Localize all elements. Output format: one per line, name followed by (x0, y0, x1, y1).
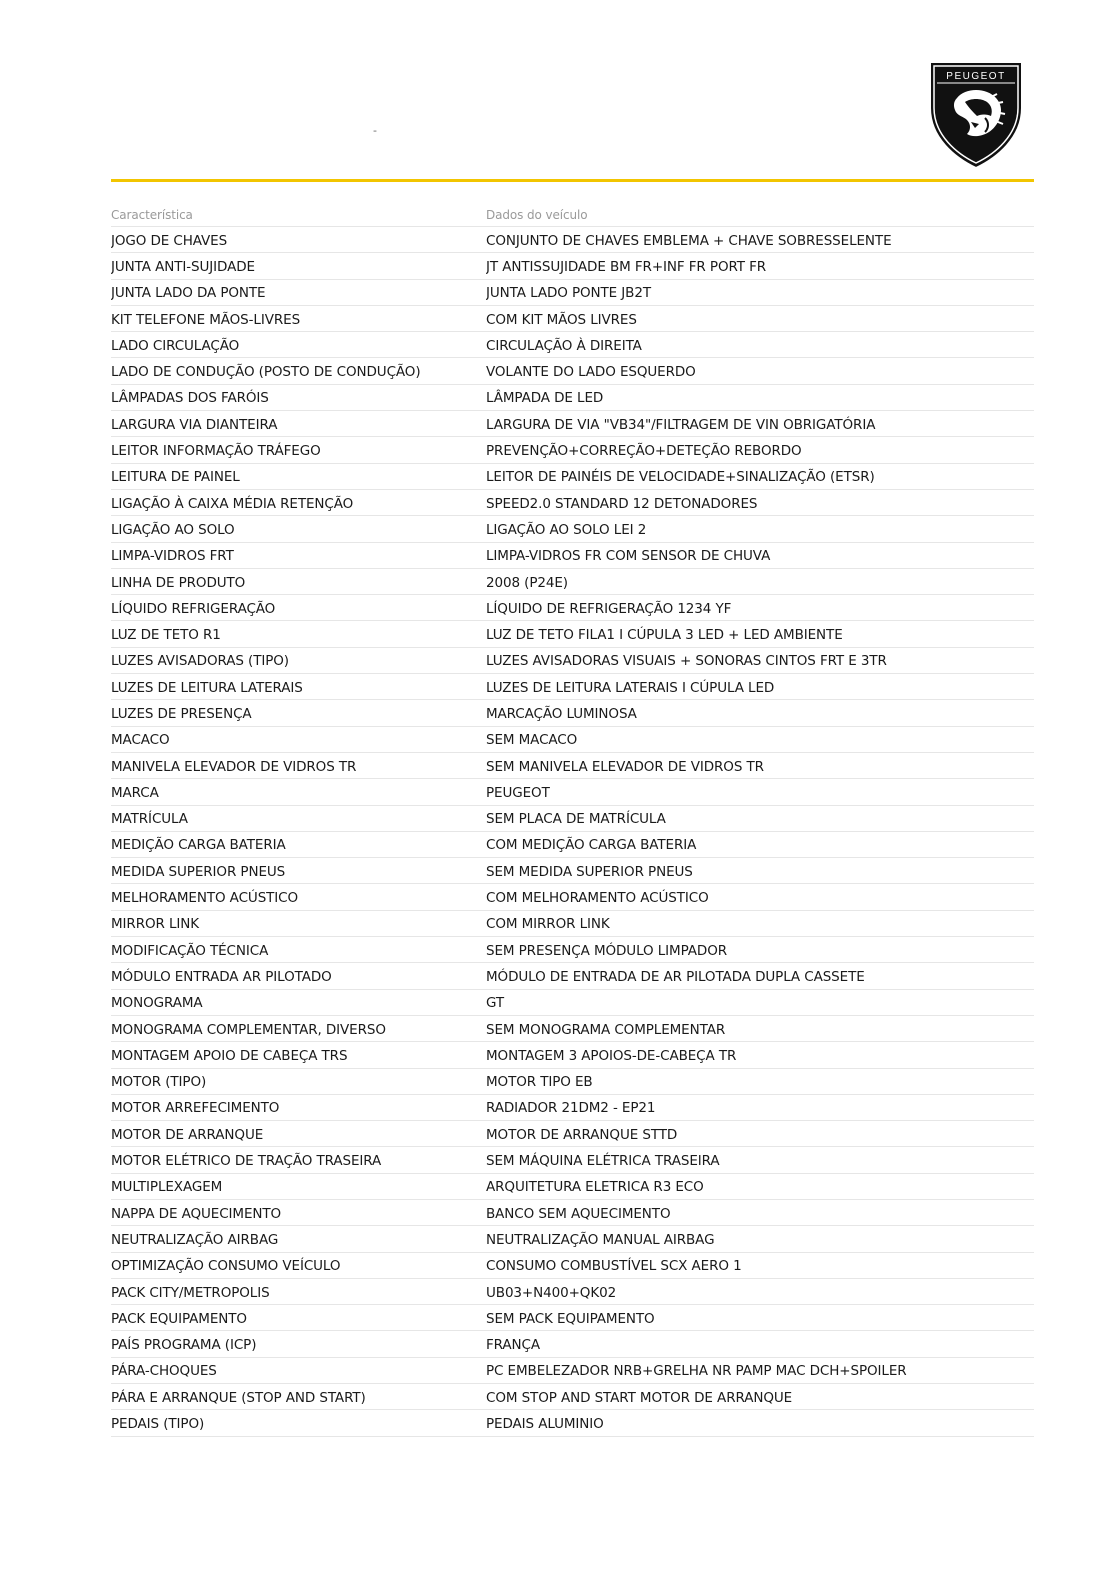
vehicle-data-cell: SEM MANIVELA ELEVADOR DE VIDROS TR (486, 758, 764, 775)
characteristic-cell: MOTOR ELÉTRICO DE TRAÇÃO TRASEIRA (111, 1153, 382, 1170)
vehicle-data-cell: COM STOP AND START MOTOR DE ARRANQUE (486, 1389, 793, 1406)
table-row (111, 227, 1034, 253)
vehicle-data-cell: COM MIRROR LINK (486, 916, 610, 933)
table-row (111, 543, 1034, 569)
vehicle-data-cell: MONTAGEM 3 APOIOS-DE-CABEÇA TR (486, 1047, 737, 1064)
characteristic-cell: NEUTRALIZAÇÃO AIRBAG (111, 1231, 279, 1248)
vehicle-data-cell: MÓDULO DE ENTRADA DE AR PILOTADA DUPLA CASSETE (486, 968, 865, 985)
table-row (111, 621, 1034, 647)
vehicle-data-cell: LUZES AVISADORAS VISUAIS + SONORAS CINTOS FRT E 3TR (486, 653, 887, 670)
characteristic-cell: LIGAÇÃO À CAIXA MÉDIA RETENÇÃO (111, 495, 354, 512)
characteristic-cell: LUZES DE LEITURA LATERAIS (111, 679, 303, 696)
table-row (111, 1095, 1034, 1121)
table-row (111, 884, 1034, 910)
characteristic-cell: JUNTA LADO DA PONTE (111, 285, 266, 302)
accent-divider (111, 179, 1034, 182)
table-body (111, 227, 1034, 1437)
vehicle-data-cell: LUZES DE LEITURA LATERAIS I CÚPULA LED (486, 679, 775, 696)
vehicle-data-cell: SEM MÁQUINA ELÉTRICA TRASEIRA (486, 1153, 720, 1170)
table-row (111, 332, 1034, 358)
table-row (111, 832, 1034, 858)
vehicle-data-cell: JT ANTISSUJIDADE BM FR+INF FR PORT FR (486, 258, 767, 275)
vehicle-data-cell: SEM MONOGRAMA COMPLEMENTAR (486, 1021, 726, 1038)
characteristic-cell: MANIVELA ELEVADOR DE VIDROS TR (111, 758, 357, 775)
characteristic-cell: PACK CITY/METROPOLIS (111, 1284, 270, 1301)
table-row (111, 990, 1034, 1016)
characteristic-cell: LUZES AVISADORAS (TIPO) (111, 653, 289, 670)
characteristic-cell: KIT TELEFONE MÃOS-LIVRES (111, 311, 301, 328)
characteristic-cell: MOTOR (TIPO) (111, 1074, 207, 1091)
logo-wordmark: PEUGEOT (946, 71, 1006, 82)
table-row (111, 595, 1034, 621)
vehicle-data-cell: LIMPA-VIDROS FR COM SENSOR DE CHUVA (486, 548, 771, 565)
characteristic-cell: LIMPA-VIDROS FRT (111, 548, 234, 565)
table-row (111, 1279, 1034, 1305)
table-row (111, 464, 1034, 490)
characteristic-cell: MÓDULO ENTRADA AR PILOTADO (111, 968, 332, 985)
table-row (111, 490, 1034, 516)
table-row (111, 1358, 1034, 1384)
characteristic-cell: LADO DE CONDUÇÃO (POSTO DE CONDUÇÃO) (111, 364, 421, 381)
vehicle-data-cell: LUZ DE TETO FILA1 I CÚPULA 3 LED + LED AMBIENTE (486, 627, 843, 644)
characteristic-cell: LÍQUIDO REFRIGERAÇÃO (111, 600, 276, 617)
vehicle-data-cell: PREVENÇÃO+CORREÇÃO+DETEÇÃO REBORDO (486, 443, 802, 460)
characteristic-cell: MEDIÇÃO CARGA BATERIA (111, 837, 286, 854)
table-row (111, 753, 1034, 779)
characteristic-cell: NAPPA DE AQUECIMENTO (111, 1205, 282, 1222)
characteristic-cell: LÂMPADAS DOS FARÓIS (111, 390, 269, 407)
table-row (111, 1200, 1034, 1226)
table-row (111, 516, 1034, 542)
vehicle-data-cell: COM MEDIÇÃO CARGA BATERIA (486, 837, 697, 854)
characteristic-cell: MARCA (111, 784, 159, 801)
table-row (111, 806, 1034, 832)
characteristic-cell: LINHA DE PRODUTO (111, 574, 246, 591)
characteristic-cell: PEDAIS (TIPO) (111, 1416, 205, 1432)
table-row (111, 358, 1034, 384)
vehicle-data-cell: LÍQUIDO DE REFRIGERAÇÃO 1234 YF (486, 600, 732, 617)
table-row (111, 911, 1034, 937)
vehicle-data-cell: SEM PACK EQUIPAMENTO (486, 1310, 655, 1327)
vehicle-data-cell: 2008 (P24E) (486, 574, 568, 591)
vehicle-data-cell: PEDAIS ALUMINIO (486, 1416, 604, 1432)
characteristic-cell: MATRÍCULA (111, 811, 188, 828)
vehicle-data-cell: MOTOR DE ARRANQUE STTD (486, 1126, 678, 1143)
vehicle-data-cell: SEM PRESENÇA MÓDULO LIMPADOR (486, 942, 728, 959)
vehicle-data-cell: CONSUMO COMBUSTÍVEL SCX AERO 1 (486, 1258, 742, 1275)
vehicle-data-cell: SEM MACACO (486, 732, 578, 749)
table-row (111, 937, 1034, 963)
characteristic-cell: LADO CIRCULAÇÃO (111, 337, 240, 354)
table-row (111, 1305, 1034, 1331)
vehicle-data-cell: PEUGEOT (486, 784, 550, 801)
table-row (111, 727, 1034, 753)
characteristic-cell: PACK EQUIPAMENTO (111, 1310, 247, 1327)
vehicle-data-cell: LARGURA DE VIA "VB34"/FILTRAGEM DE VIN OBRIGATÓRIA (486, 416, 876, 433)
peugeot-logo (925, 58, 1027, 170)
column-header-vehicle-data: Dados do veículo (486, 207, 588, 222)
vehicle-data-cell: COM KIT MÃOS LIVRES (486, 311, 637, 328)
table-row (111, 1069, 1034, 1095)
table-row (111, 437, 1034, 463)
vehicle-data-cell: RADIADOR 21DM2 - EP21 (486, 1100, 656, 1117)
vehicle-data-cell: UB03+N400+QK02 (486, 1284, 617, 1301)
vehicle-data-cell: NEUTRALIZAÇÃO MANUAL AIRBAG (486, 1231, 715, 1248)
table-row (111, 674, 1034, 700)
vehicle-data-cell: MARCAÇÃO LUMINOSA (486, 705, 637, 722)
table-row (111, 963, 1034, 989)
characteristic-cell: PÁRA E ARRANQUE (STOP AND START) (111, 1389, 366, 1406)
table-row (111, 411, 1034, 437)
vehicle-data-cell: LEITOR DE PAINÉIS DE VELOCIDADE+SINALIZAÇÃO (ETSR) (486, 469, 875, 486)
characteristic-cell: LARGURA VIA DIANTEIRA (111, 416, 278, 433)
characteristic-cell: JOGO DE CHAVES (111, 232, 228, 249)
characteristic-cell: PAÍS PROGRAMA (ICP) (111, 1337, 257, 1354)
vehicle-spec-table (111, 201, 1034, 1437)
table-row (111, 779, 1034, 805)
characteristic-cell: MODIFICAÇÃO TÉCNICA (111, 942, 269, 959)
table-row (111, 1226, 1034, 1252)
vehicle-data-cell: MOTOR TIPO EB (486, 1074, 593, 1091)
table-row (111, 306, 1034, 332)
table-row (111, 1042, 1034, 1068)
table-row (111, 1384, 1034, 1410)
characteristic-cell: LEITOR INFORMAÇÃO TRÁFEGO (111, 443, 321, 460)
table-row (111, 1016, 1034, 1042)
table-row (111, 253, 1034, 279)
vehicle-data-cell: FRANÇA (486, 1337, 540, 1354)
characteristic-cell: MULTIPLEXAGEM (111, 1179, 223, 1196)
characteristic-cell: MONOGRAMA COMPLEMENTAR, DIVERSO (111, 1021, 386, 1038)
table-row (111, 1174, 1034, 1200)
characteristic-cell: LIGAÇÃO AO SOLO (111, 521, 235, 538)
characteristic-cell: OPTIMIZAÇÃO CONSUMO VEÍCULO (111, 1258, 341, 1275)
table-row (111, 1331, 1034, 1357)
vehicle-data-cell: SEM MEDIDA SUPERIOR PNEUS (486, 863, 693, 880)
lion-shield-icon (925, 58, 1027, 170)
table-row (111, 700, 1034, 726)
table-row (111, 648, 1034, 674)
vehicle-data-cell: CONJUNTO DE CHAVES EMBLEMA + CHAVE SOBRESSELENTE (486, 232, 892, 249)
table-header-row (111, 201, 1034, 227)
table-row (111, 385, 1034, 411)
characteristic-cell: MEDIDA SUPERIOR PNEUS (111, 863, 286, 880)
table-row (111, 1410, 1034, 1436)
table-row (111, 1253, 1034, 1279)
table-row (111, 280, 1034, 306)
characteristic-cell: LEITURA DE PAINEL (111, 469, 240, 486)
characteristic-cell: MELHORAMENTO ACÚSTICO (111, 890, 299, 907)
characteristic-cell: MOTOR DE ARRANQUE (111, 1126, 264, 1143)
characteristic-cell: MONOGRAMA (111, 995, 203, 1012)
vehicle-data-cell: VOLANTE DO LADO ESQUERDO (486, 364, 696, 381)
table-row (111, 569, 1034, 595)
characteristic-cell: LUZ DE TETO R1 (111, 627, 221, 644)
table-row (111, 1147, 1034, 1173)
vehicle-data-cell: PC EMBELEZADOR NRB+GRELHA NR PAMP MAC DCH+SPOILER (486, 1363, 907, 1380)
vehicle-data-cell: CIRCULAÇÃO À DIREITA (486, 337, 642, 354)
vehicle-data-cell: BANCO SEM AQUECIMENTO (486, 1205, 671, 1222)
table-row (111, 858, 1034, 884)
characteristic-cell: MACACO (111, 732, 170, 749)
vehicle-data-cell: ARQUITETURA ELETRICA R3 ECO (486, 1179, 704, 1196)
characteristic-cell: MONTAGEM APOIO DE CABEÇA TRS (111, 1047, 348, 1064)
header-dash: - (373, 124, 377, 137)
vehicle-data-cell: GT (486, 995, 505, 1012)
characteristic-cell: MIRROR LINK (111, 916, 200, 933)
vehicle-data-cell: SPEED2.0 STANDARD 12 DETONADORES (486, 495, 758, 512)
characteristic-cell: JUNTA ANTI-SUJIDADE (111, 258, 255, 275)
vehicle-data-cell: SEM PLACA DE MATRÍCULA (486, 811, 666, 828)
vehicle-data-cell: LÂMPADA DE LED (486, 390, 604, 407)
characteristic-cell: LUZES DE PRESENÇA (111, 705, 252, 722)
vehicle-data-cell: LIGAÇÃO AO SOLO LEI 2 (486, 521, 647, 538)
column-header-characteristic: Característica (111, 207, 193, 222)
vehicle-data-cell: COM MELHORAMENTO ACÚSTICO (486, 890, 709, 907)
characteristic-cell: MOTOR ARREFECIMENTO (111, 1100, 280, 1117)
vehicle-data-cell: JUNTA LADO PONTE JB2T (486, 285, 651, 302)
characteristic-cell: PÁRA-CHOQUES (111, 1363, 217, 1380)
table-row (111, 1121, 1034, 1147)
